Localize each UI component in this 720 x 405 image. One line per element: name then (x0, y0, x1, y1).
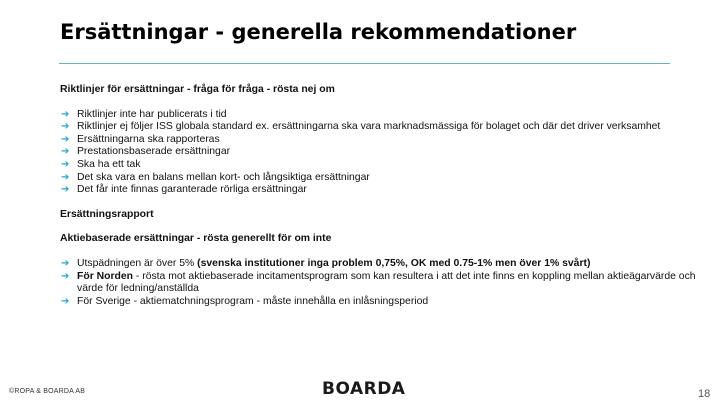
share-based-list (60, 258, 700, 308)
arrow-right-icon: ➔ (61, 295, 70, 307)
list-item: ➔ Det ska vara en balans mellan kort- och långsiktiga ersättningar (61, 171, 370, 183)
slide-content (60, 84, 700, 308)
list-item: ➔ Ska ha ett tak (61, 158, 141, 170)
title-divider (59, 63, 670, 64)
slide-title: Ersättningar - generella rekommendationer (60, 20, 577, 44)
list-item: ➔ Prestationsbaserade ersättningar (61, 146, 231, 158)
list-item: ➔ Riktlinjer inte har publicerats i tid (61, 108, 227, 120)
arrow-right-icon: ➔ (61, 184, 70, 196)
section-heading-guidelines: Riktlinjer för ersättningar - fråga för fråga - rösta nej om (60, 84, 335, 95)
arrow-right-icon: ➔ (61, 257, 70, 269)
arrow-right-icon: ➔ (61, 121, 70, 133)
list-item: ➔ För Sverige - aktiematchningsprogram - måste innehålla en inlåsningsperiod (61, 295, 429, 307)
arrow-right-icon: ➔ (61, 108, 70, 120)
arrow-right-icon: ➔ (61, 158, 70, 170)
list-item: ➔ Riktlinjer ej följer ISS globala standard ex. ersättningarna ska vara marknadsmässiga för bolaget och där det driver verksamhet (61, 121, 661, 133)
arrow-right-icon: ➔ (61, 133, 70, 145)
section-heading-report: Ersättningsrapport (60, 208, 154, 220)
arrow-right-icon: ➔ (61, 270, 70, 282)
copyright-text: ©ROPA & BOARDA AB (9, 388, 86, 395)
guidelines-list (60, 109, 700, 197)
list-item: ➔ För Norden - rösta mot aktiebaserade incitamentsprogram som kan resultera i att det inte finns en koppling mellan aktieägarvärde och värde för ledning/anställda (61, 270, 696, 295)
arrow-right-icon: ➔ (61, 171, 70, 183)
list-item: ➔ Det får inte finnas garanterade rörliga ersättningar (61, 184, 307, 196)
arrow-right-icon: ➔ (61, 146, 70, 158)
list-item: ➔ Ersättningarna ska rapporteras (61, 133, 220, 145)
section-heading-share-based: Aktiebaserade ersättningar - rösta generellt för om inte (60, 233, 332, 245)
boarda-logo: BOARDA (322, 379, 406, 399)
list-item: ➔ Utspädningen är över 5% (svenska institutioner inga problem 0,75%, OK med 0.75-1% men över 1% svårt) (61, 257, 591, 269)
page-number: 18 (698, 388, 711, 400)
